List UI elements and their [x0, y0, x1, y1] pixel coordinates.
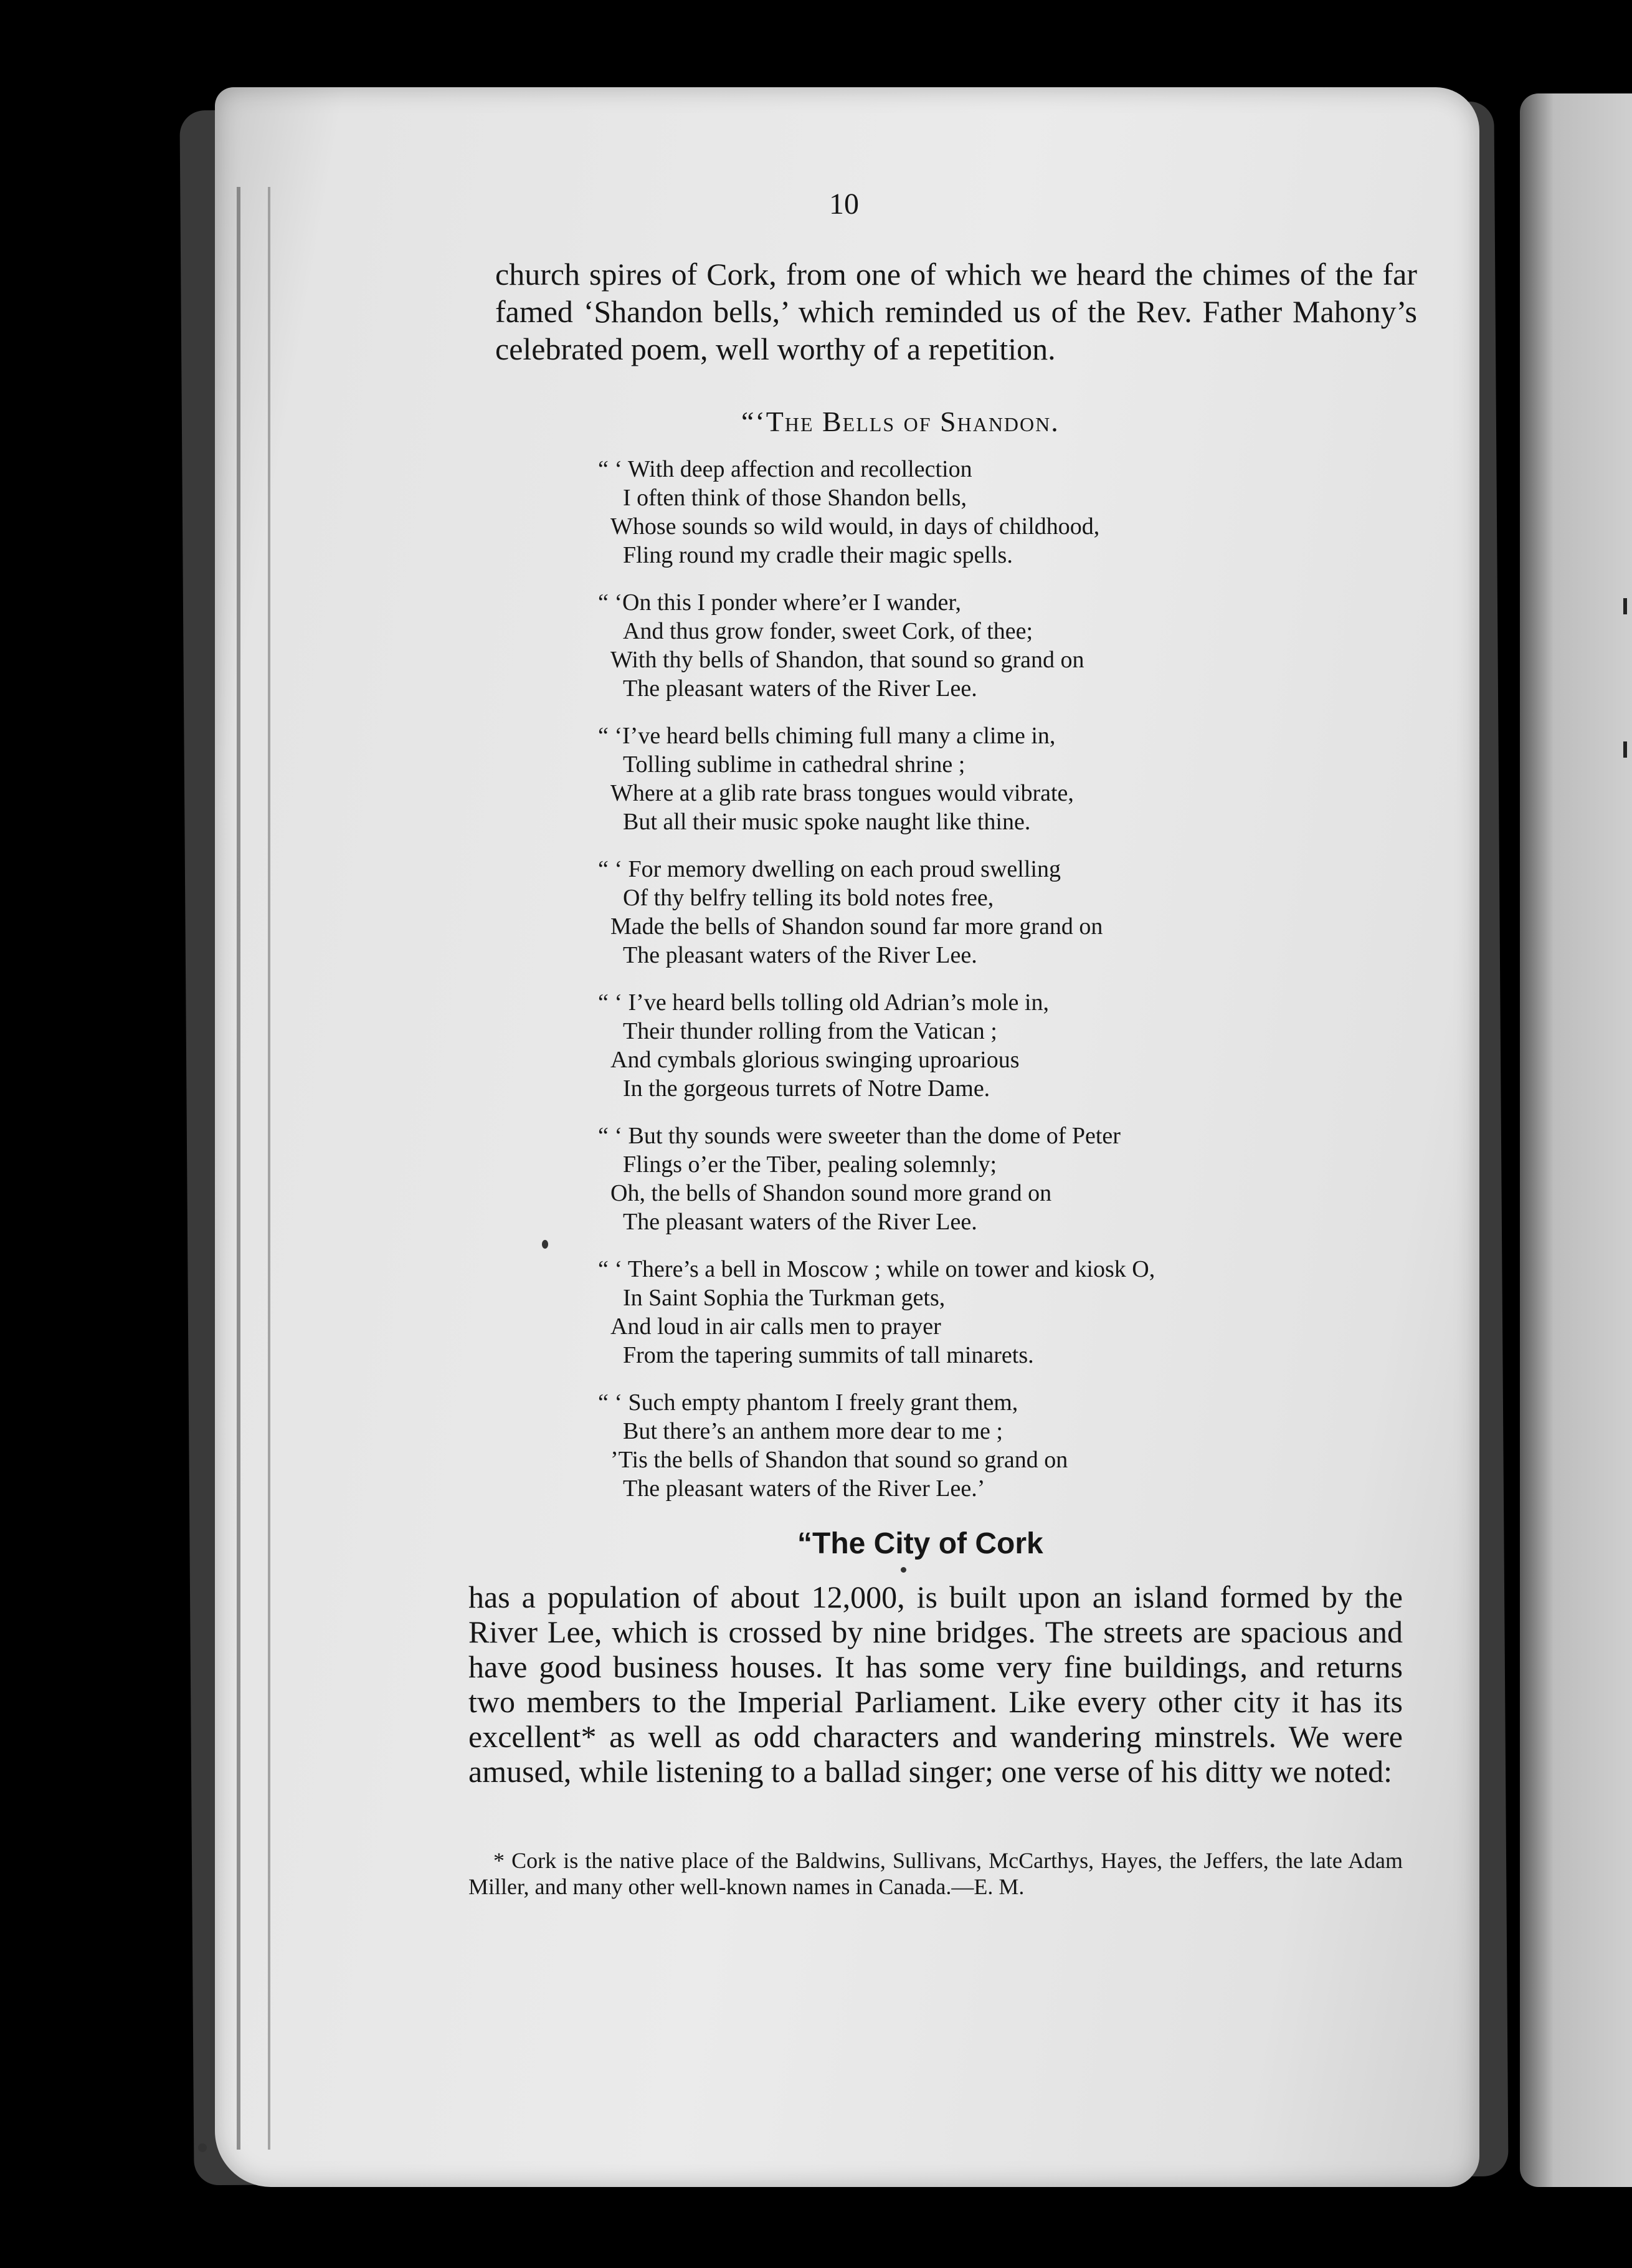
- adjacent-page-mark: [1623, 741, 1627, 758]
- poem-title-text: “‘The Bells of Shandon.: [741, 406, 1060, 437]
- poem-line: Fling round my cradle their magic spells.: [623, 542, 1013, 568]
- poem-line: Their thunder rolling from the Vatican ;: [623, 1018, 997, 1044]
- poem-line: “ ‘ Such empty phantom I freely grant them,: [598, 1389, 1018, 1416]
- poem-stanza: [598, 1388, 1345, 1503]
- poem-line: And thus grow fonder, sweet Cork, of thee;: [623, 618, 1033, 644]
- ink-speck: [198, 2143, 207, 2152]
- poem-line: The pleasant waters of the River Lee.: [623, 1209, 977, 1235]
- poem-stanza: [598, 455, 1345, 569]
- poem-line: “ ‘ With deep affection and recollection: [598, 456, 972, 482]
- poem-stanza: [598, 988, 1345, 1103]
- poem-line: Whose sounds so wild would, in days of childhood,: [610, 513, 1100, 540]
- poem-line: Of thy belfry telling its bold notes free,: [623, 885, 994, 911]
- poem-line: From the tapering summits of tall minarets.: [623, 1342, 1034, 1368]
- poem-line: Made the bells of Shandon sound far more grand on: [610, 913, 1103, 940]
- poem-line: But there’s an anthem more dear to me ;: [623, 1418, 1003, 1444]
- adjacent-page-mark: [1623, 598, 1627, 614]
- poem-line: Where at a glib rate brass tongues would vibrate,: [610, 780, 1074, 806]
- ink-speck: [901, 1567, 906, 1573]
- poem-line: The pleasant waters of the River Lee.: [623, 942, 977, 968]
- poem-stanza: [598, 1255, 1345, 1370]
- poem-line: I often think of those Shandon bells,: [623, 485, 967, 511]
- poem-line: Oh, the bells of Shandon sound more grand on: [610, 1180, 1052, 1206]
- section-heading: “The City of Cork: [797, 1527, 1043, 1560]
- poem-line: In Saint Sophia the Turkman gets,: [623, 1285, 946, 1311]
- footnote: * Cork is the native place of the Baldwins, Sullivans, McCarthys, Hayes, the Jeffers, the late Adam Miller, and many other well-known names in Canada.—E. M.: [468, 1848, 1403, 1899]
- poem-line: And loud in air calls men to prayer: [610, 1313, 941, 1340]
- poem-stanza: [598, 1122, 1345, 1236]
- body-paragraph: has a population of about 12,000, is built upon an island formed by the River Lee, which is crossed by nine bridges. The streets are spacious and have good business houses. It has some very fine buildings, and returns two members to the Imperial Parliament. Like every other city it has its excellent* as well as odd characters and wandering minstrels. We were amused, while listening to a ballad singer; one verse of his ditty we noted:: [468, 1580, 1403, 1789]
- poem-line: ’Tis the bells of Shandon that sound so grand on: [610, 1447, 1068, 1473]
- page-number: 10: [829, 188, 859, 221]
- poem: [598, 455, 1345, 1522]
- ink-speck: [542, 1240, 548, 1249]
- poem-line: “ ‘On this I ponder where’er I wander,: [598, 589, 962, 616]
- adjacent-page-edge: [1520, 93, 1632, 2187]
- poem-line: “ ‘ For memory dwelling on each proud swelling: [598, 856, 1061, 882]
- poem-line: Tolling sublime in cathedral shrine ;: [623, 751, 965, 778]
- poem-line: The pleasant waters of the River Lee.’: [623, 1475, 985, 1502]
- poem-line: With thy bells of Shandon, that sound so grand on: [610, 647, 1084, 673]
- poem-line: “ ‘ There’s a bell in Moscow ; while on tower and kiosk O,: [598, 1256, 1155, 1282]
- poem-line: Flings o’er the Tiber, pealing solemnly;: [623, 1151, 997, 1178]
- poem-title: [741, 405, 1060, 438]
- poem-line: “ ‘ I’ve heard bells tolling old Adrian’s mole in,: [598, 989, 1049, 1016]
- poem-stanza: [598, 722, 1345, 836]
- poem-stanza: [598, 588, 1345, 703]
- poem-line: And cymbals glorious swinging uproarious: [610, 1047, 1020, 1073]
- poem-line: “ ‘I’ve heard bells chiming full many a clime in,: [598, 723, 1056, 749]
- poem-line: The pleasant waters of the River Lee.: [623, 675, 977, 702]
- poem-line: “ ‘ But thy sounds were sweeter than the dome of Peter: [598, 1123, 1121, 1149]
- page-fold-lines: [237, 187, 270, 2150]
- poem-line: But all their music spoke naught like thine.: [623, 809, 1031, 835]
- poem-stanza: [598, 855, 1345, 970]
- poem-line: In the gorgeous turrets of Notre Dame.: [623, 1075, 990, 1102]
- intro-paragraph: church spires of Cork, from one of which we heard the chimes of the far famed ‘Shandon bells,’ which reminded us of the Rev. Father Mahony’s celebrated poem, well worthy of a repetition.: [495, 257, 1417, 366]
